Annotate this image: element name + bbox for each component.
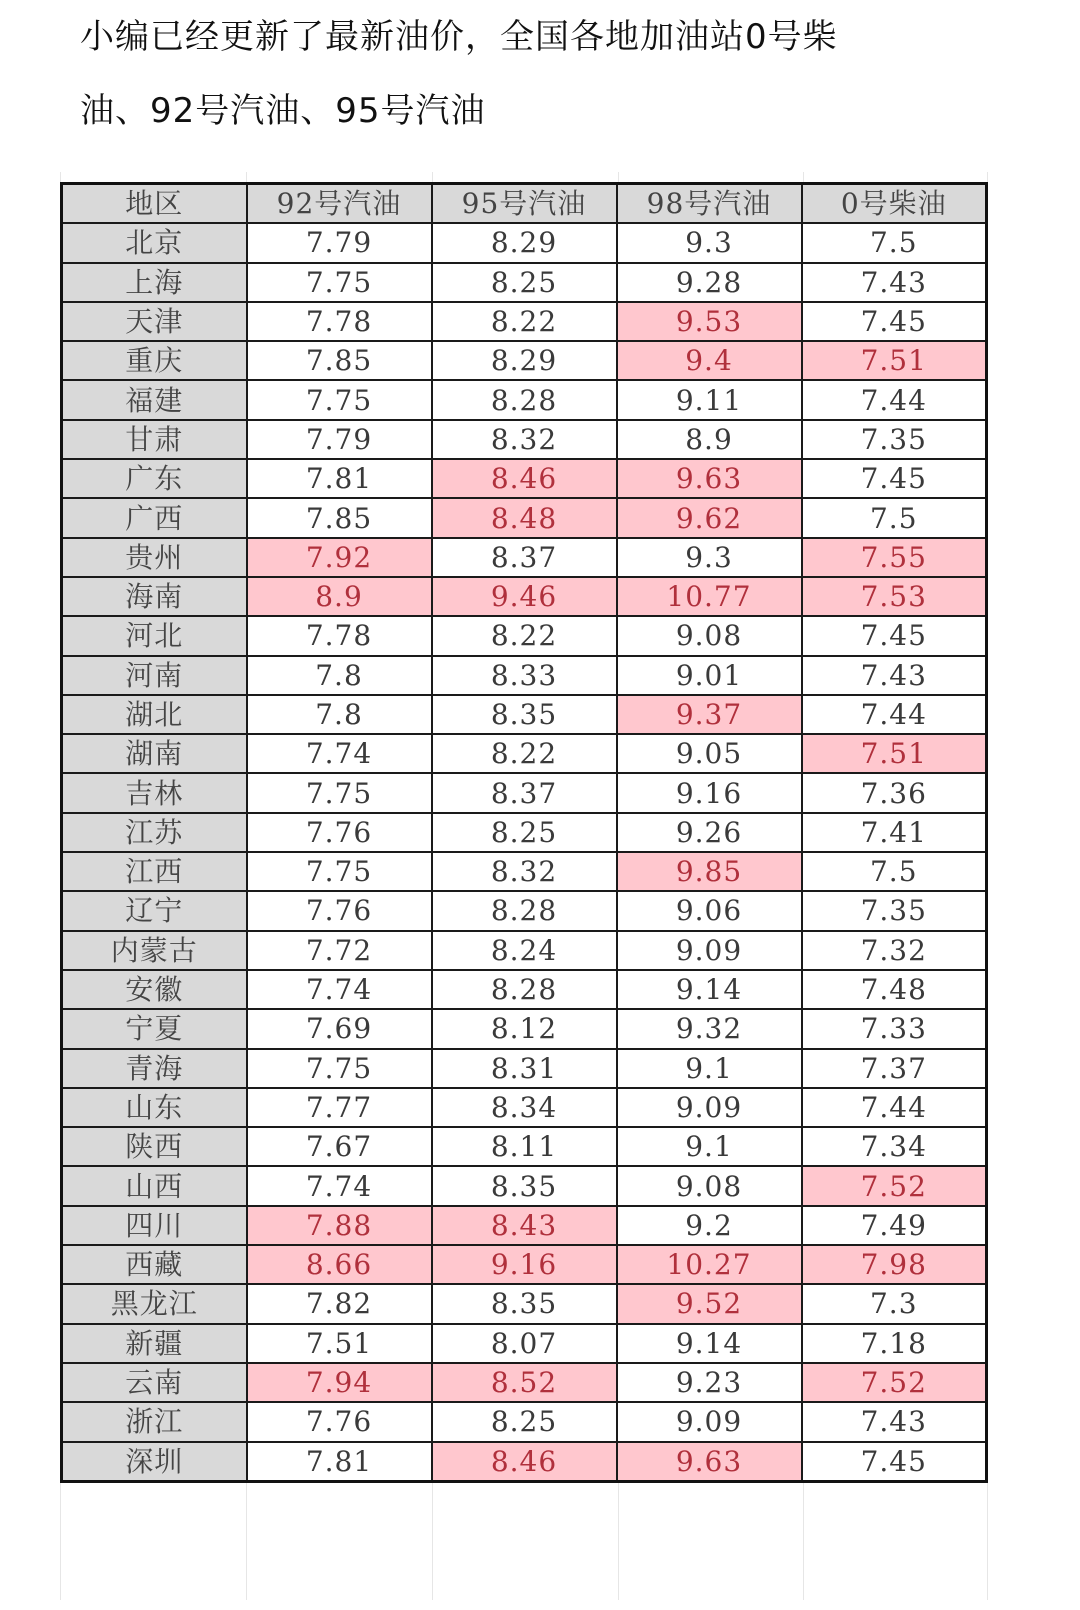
intro-line-2: 油、92号汽油、95号汽油 [80, 91, 486, 131]
price-95-cell: 8.37 [432, 538, 617, 577]
price-98-cell: 9.11 [617, 380, 802, 419]
header-0-diesel: 0号柴油 [802, 184, 987, 224]
price-98-cell: 9.2 [617, 1206, 802, 1245]
table-header-row [62, 184, 987, 224]
price-92-cell: 7.76 [247, 813, 432, 852]
price-95-cell: 8.25 [432, 1402, 617, 1441]
header-95-gasoline: 95号汽油 [432, 184, 617, 224]
price-98-cell: 10.77 [617, 577, 802, 616]
table-row [62, 263, 987, 302]
price-92-cell: 7.79 [247, 223, 432, 262]
price-0-diesel-cell: 7.44 [802, 695, 987, 734]
region-cell: 陕西 [62, 1127, 247, 1166]
price-95-cell: 9.46 [432, 577, 617, 616]
region-cell: 江苏 [62, 813, 247, 852]
price-0-diesel-cell: 7.52 [802, 1166, 987, 1205]
price-98-cell: 9.3 [617, 538, 802, 577]
price-92-cell: 7.79 [247, 420, 432, 459]
region-cell: 福建 [62, 380, 247, 419]
price-92-cell: 7.76 [247, 891, 432, 930]
price-95-cell: 8.35 [432, 1166, 617, 1205]
region-cell: 甘肃 [62, 420, 247, 459]
table-row [62, 1363, 987, 1402]
region-cell: 北京 [62, 223, 247, 262]
price-95-cell: 8.12 [432, 1009, 617, 1048]
price-92-cell: 7.75 [247, 1049, 432, 1088]
intro-line-1: 小编已经更新了最新油价，全国各地加油站0号柴 [80, 17, 838, 57]
table-row [62, 1009, 987, 1048]
price-95-cell: 8.11 [432, 1127, 617, 1166]
price-92-cell: 7.81 [247, 459, 432, 498]
price-98-cell: 9.14 [617, 1324, 802, 1363]
price-98-cell: 9.16 [617, 773, 802, 812]
region-cell: 广西 [62, 498, 247, 537]
region-cell: 四川 [62, 1206, 247, 1245]
price-92-cell: 8.9 [247, 577, 432, 616]
price-95-cell: 8.28 [432, 970, 617, 1009]
table-row [62, 734, 987, 773]
price-92-cell: 7.8 [247, 656, 432, 695]
table-row [62, 1245, 987, 1284]
price-92-cell: 7.76 [247, 1402, 432, 1441]
region-cell: 河南 [62, 656, 247, 695]
price-98-cell: 9.4 [617, 341, 802, 380]
region-cell: 湖北 [62, 695, 247, 734]
table-row [62, 1442, 987, 1482]
table-row [62, 380, 987, 419]
region-cell: 安徽 [62, 970, 247, 1009]
region-cell: 贵州 [62, 538, 247, 577]
region-cell: 重庆 [62, 341, 247, 380]
table-row [62, 656, 987, 695]
price-95-cell: 8.32 [432, 852, 617, 891]
price-95-cell: 8.43 [432, 1206, 617, 1245]
price-95-cell: 8.22 [432, 616, 617, 655]
price-92-cell: 7.85 [247, 341, 432, 380]
price-0-diesel-cell: 7.51 [802, 341, 987, 380]
price-0-diesel-cell: 7.35 [802, 420, 987, 459]
table-row [62, 891, 987, 930]
price-92-cell: 7.81 [247, 1442, 432, 1482]
price-92-cell: 7.67 [247, 1127, 432, 1166]
table-row [62, 1049, 987, 1088]
region-cell: 宁夏 [62, 1009, 247, 1048]
price-92-cell: 7.88 [247, 1206, 432, 1245]
price-92-cell: 7.75 [247, 380, 432, 419]
price-95-cell: 8.22 [432, 302, 617, 341]
region-cell: 山东 [62, 1088, 247, 1127]
price-98-cell: 9.01 [617, 656, 802, 695]
price-92-cell: 7.77 [247, 1088, 432, 1127]
price-95-cell: 8.29 [432, 341, 617, 380]
price-98-cell: 9.52 [617, 1284, 802, 1323]
price-0-diesel-cell: 7.37 [802, 1049, 987, 1088]
price-92-cell: 7.74 [247, 734, 432, 773]
price-0-diesel-cell: 7.55 [802, 538, 987, 577]
price-95-cell: 8.46 [432, 459, 617, 498]
table-row [62, 498, 987, 537]
price-0-diesel-cell: 7.45 [802, 616, 987, 655]
table-row [62, 1402, 987, 1441]
price-98-cell: 9.1 [617, 1049, 802, 1088]
price-95-cell: 8.07 [432, 1324, 617, 1363]
table-row [62, 695, 987, 734]
table-body [62, 223, 987, 1481]
table-row [62, 341, 987, 380]
table-row [62, 1166, 987, 1205]
price-0-diesel-cell: 7.5 [802, 223, 987, 262]
price-0-diesel-cell: 7.43 [802, 1402, 987, 1441]
price-95-cell: 8.28 [432, 891, 617, 930]
price-95-cell: 8.37 [432, 773, 617, 812]
price-0-diesel-cell: 7.3 [802, 1284, 987, 1323]
price-98-cell: 9.26 [617, 813, 802, 852]
price-92-cell: 7.74 [247, 1166, 432, 1205]
table-row [62, 1127, 987, 1166]
region-cell: 上海 [62, 263, 247, 302]
price-92-cell: 8.66 [247, 1245, 432, 1284]
table-row [62, 223, 987, 262]
price-98-cell: 9.32 [617, 1009, 802, 1048]
price-0-diesel-cell: 7.18 [802, 1324, 987, 1363]
price-98-cell: 9.3 [617, 223, 802, 262]
price-98-cell: 9.63 [617, 459, 802, 498]
price-92-cell: 7.74 [247, 970, 432, 1009]
price-98-cell: 9.14 [617, 970, 802, 1009]
price-92-cell: 7.82 [247, 1284, 432, 1323]
price-98-cell: 9.85 [617, 852, 802, 891]
price-0-diesel-cell: 7.34 [802, 1127, 987, 1166]
price-95-cell: 8.31 [432, 1049, 617, 1088]
price-92-cell: 7.94 [247, 1363, 432, 1402]
price-95-cell: 8.22 [432, 734, 617, 773]
table-row [62, 577, 987, 616]
price-95-cell: 8.24 [432, 931, 617, 970]
price-92-cell: 7.72 [247, 931, 432, 970]
table-row [62, 1206, 987, 1245]
price-98-cell: 8.9 [617, 420, 802, 459]
price-98-cell: 9.37 [617, 695, 802, 734]
price-98-cell: 9.28 [617, 263, 802, 302]
oil-price-table [60, 182, 988, 1483]
price-92-cell: 7.78 [247, 616, 432, 655]
price-0-diesel-cell: 7.43 [802, 656, 987, 695]
price-98-cell: 9.09 [617, 931, 802, 970]
table-row [62, 813, 987, 852]
price-92-cell: 7.92 [247, 538, 432, 577]
price-98-cell: 9.08 [617, 616, 802, 655]
header-92-gasoline: 92号汽油 [247, 184, 432, 224]
region-cell: 西藏 [62, 1245, 247, 1284]
price-95-cell: 8.29 [432, 223, 617, 262]
table-row [62, 852, 987, 891]
price-0-diesel-cell: 7.53 [802, 577, 987, 616]
table-row [62, 459, 987, 498]
price-98-cell: 9.09 [617, 1088, 802, 1127]
price-92-cell: 7.75 [247, 263, 432, 302]
price-0-diesel-cell: 7.52 [802, 1363, 987, 1402]
price-0-diesel-cell: 7.45 [802, 302, 987, 341]
price-0-diesel-cell: 7.51 [802, 734, 987, 773]
price-98-cell: 9.1 [617, 1127, 802, 1166]
price-92-cell: 7.51 [247, 1324, 432, 1363]
region-cell: 内蒙古 [62, 931, 247, 970]
table-row [62, 931, 987, 970]
price-98-cell: 9.05 [617, 734, 802, 773]
price-98-cell: 9.06 [617, 891, 802, 930]
price-0-diesel-cell: 7.41 [802, 813, 987, 852]
header-98-gasoline: 98号汽油 [617, 184, 802, 224]
price-0-diesel-cell: 7.49 [802, 1206, 987, 1245]
price-0-diesel-cell: 7.33 [802, 1009, 987, 1048]
table-row [62, 616, 987, 655]
price-0-diesel-cell: 7.48 [802, 970, 987, 1009]
price-0-diesel-cell: 7.44 [802, 380, 987, 419]
price-95-cell: 8.48 [432, 498, 617, 537]
region-cell: 海南 [62, 577, 247, 616]
region-cell: 吉林 [62, 773, 247, 812]
price-92-cell: 7.75 [247, 852, 432, 891]
table-row [62, 773, 987, 812]
price-0-diesel-cell: 7.32 [802, 931, 987, 970]
price-95-cell: 8.32 [432, 420, 617, 459]
region-cell: 广东 [62, 459, 247, 498]
intro-text [80, 0, 1000, 148]
price-95-cell: 8.25 [432, 813, 617, 852]
table-row [62, 1088, 987, 1127]
price-98-cell: 9.23 [617, 1363, 802, 1402]
region-cell: 新疆 [62, 1324, 247, 1363]
table-row [62, 1324, 987, 1363]
price-0-diesel-cell: 7.35 [802, 891, 987, 930]
price-95-cell: 8.35 [432, 1284, 617, 1323]
price-92-cell: 7.85 [247, 498, 432, 537]
table-row [62, 538, 987, 577]
region-cell: 河北 [62, 616, 247, 655]
price-95-cell: 8.28 [432, 380, 617, 419]
region-cell: 江西 [62, 852, 247, 891]
price-95-cell: 9.16 [432, 1245, 617, 1284]
price-95-cell: 8.35 [432, 695, 617, 734]
table-row [62, 420, 987, 459]
price-95-cell: 8.34 [432, 1088, 617, 1127]
price-0-diesel-cell: 7.5 [802, 852, 987, 891]
region-cell: 湖南 [62, 734, 247, 773]
region-cell: 天津 [62, 302, 247, 341]
price-95-cell: 8.25 [432, 263, 617, 302]
region-cell: 深圳 [62, 1442, 247, 1482]
price-98-cell: 10.27 [617, 1245, 802, 1284]
price-98-cell: 9.63 [617, 1442, 802, 1482]
price-98-cell: 9.53 [617, 302, 802, 341]
table-row [62, 302, 987, 341]
header-region: 地区 [62, 184, 247, 224]
price-95-cell: 8.46 [432, 1442, 617, 1482]
oil-price-table-container [60, 182, 988, 1483]
region-cell: 山西 [62, 1166, 247, 1205]
region-cell: 黑龙江 [62, 1284, 247, 1323]
price-95-cell: 8.33 [432, 656, 617, 695]
price-92-cell: 7.75 [247, 773, 432, 812]
region-cell: 辽宁 [62, 891, 247, 930]
price-98-cell: 9.62 [617, 498, 802, 537]
price-92-cell: 7.69 [247, 1009, 432, 1048]
price-0-diesel-cell: 7.44 [802, 1088, 987, 1127]
region-cell: 云南 [62, 1363, 247, 1402]
price-92-cell: 7.8 [247, 695, 432, 734]
region-cell: 青海 [62, 1049, 247, 1088]
table-row [62, 1284, 987, 1323]
table-row [62, 970, 987, 1009]
price-0-diesel-cell: 7.45 [802, 1442, 987, 1482]
price-0-diesel-cell: 7.98 [802, 1245, 987, 1284]
price-92-cell: 7.78 [247, 302, 432, 341]
price-0-diesel-cell: 7.45 [802, 459, 987, 498]
region-cell: 浙江 [62, 1402, 247, 1441]
price-0-diesel-cell: 7.36 [802, 773, 987, 812]
price-0-diesel-cell: 7.43 [802, 263, 987, 302]
price-98-cell: 9.08 [617, 1166, 802, 1205]
price-95-cell: 8.52 [432, 1363, 617, 1402]
price-98-cell: 9.09 [617, 1402, 802, 1441]
price-0-diesel-cell: 7.5 [802, 498, 987, 537]
